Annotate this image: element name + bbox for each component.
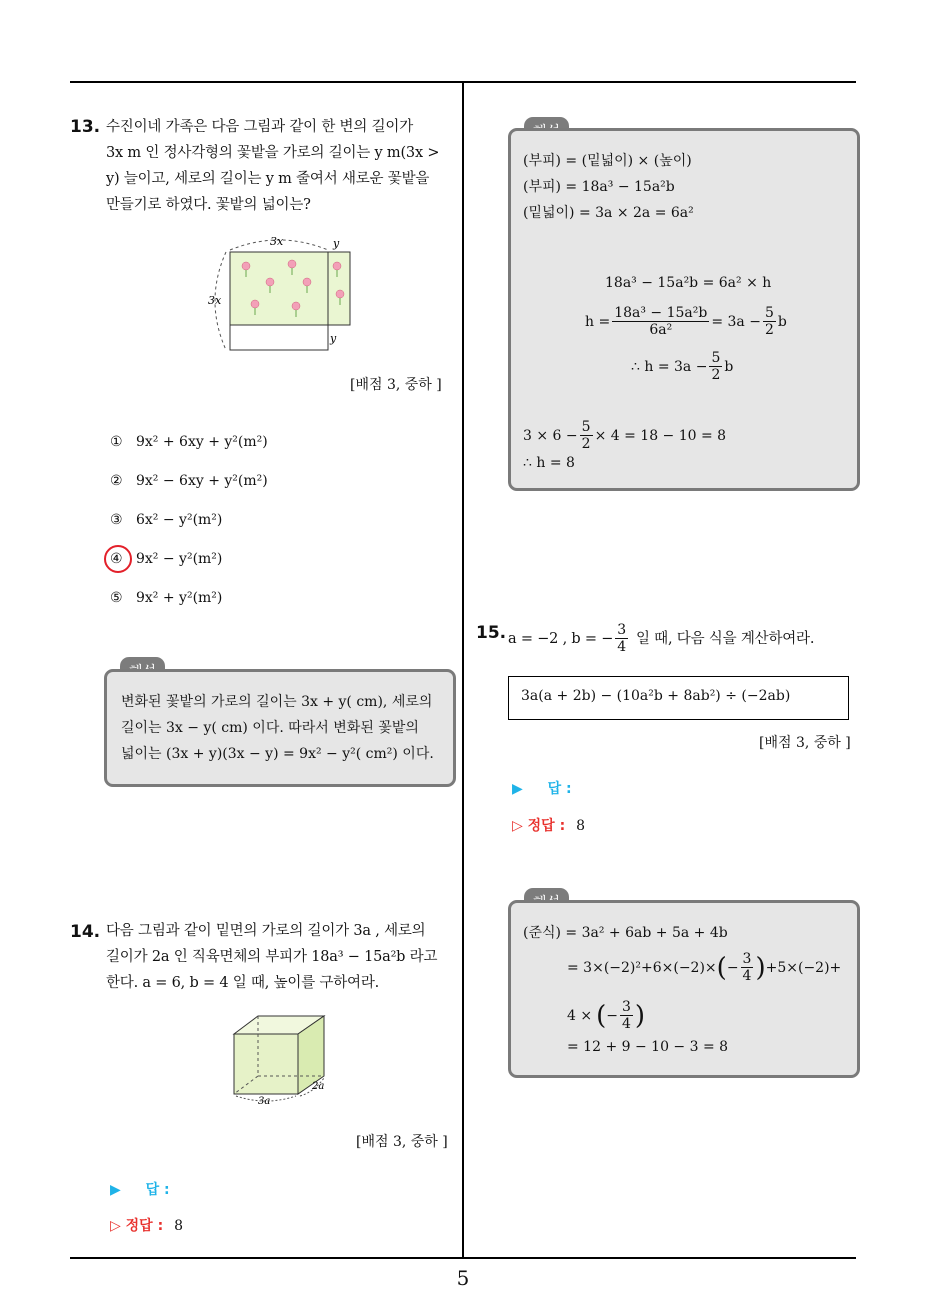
eq2-denominator: 6a² [649, 322, 673, 338]
explanation-line-2 [567, 951, 841, 984]
choice-3[interactable] [110, 512, 222, 528]
question-13-line: 만들기로 하였다. 꽃밭의 넓이는? [106, 197, 311, 213]
equation-1: 18a³ − 15a²b = 6a² × h [605, 275, 772, 291]
equation-5: ∴ h = 8 [523, 455, 575, 471]
expression-box [508, 676, 849, 720]
eq2-numerator: 18a³ − 15a²b [614, 305, 708, 321]
question-14-number: 14. [70, 922, 101, 942]
frac-numerator: 3 [621, 999, 631, 1015]
play-triangle-icon: ▶ [110, 1182, 121, 1198]
line3-a: 4 × [567, 1007, 593, 1024]
frac-denominator: 2 [711, 367, 721, 383]
frac-denominator: 4 [617, 639, 626, 655]
question-15-score: [배점 3, 중하 ] [759, 735, 851, 751]
frac-numerator: 5 [711, 350, 721, 366]
correct-value: 8 [174, 1218, 183, 1234]
line2-a: = 3×(−2)²+6×(−2)× [567, 959, 717, 976]
correct-value: 8 [576, 818, 585, 834]
explanation-line: 변화된 꽃밭의 가로의 길이는 3x + y( cm), 세로의 [121, 694, 433, 710]
explanation-line: 길이는 3x − y( cm) 이다. 따라서 변화된 꽃밭의 [121, 720, 419, 736]
explanation-box-13 [104, 669, 456, 787]
minus-sign: − [726, 959, 739, 976]
frac-denominator: 2 [581, 436, 591, 452]
eq4-lhs: 3 × 6 − [523, 427, 578, 444]
frac-denominator: 4 [742, 968, 752, 984]
page-number: 5 [456, 1266, 470, 1290]
line2-b: +5×(−2)+ [765, 959, 842, 976]
correct-label: 정답 : [125, 1218, 164, 1234]
question-13-score: [배점 3, 중하 ] [350, 377, 442, 393]
correct-label: 정답 : [527, 818, 566, 834]
minus-sign: − [606, 1007, 618, 1024]
explanation-box-15 [508, 900, 860, 1078]
explanation-line: (부피) = (밑넓이) × (높이) [523, 153, 692, 169]
selected-answer-mark [104, 545, 132, 573]
question-15-number: 15. [476, 623, 507, 643]
answer-row-14[interactable] [110, 1179, 170, 1199]
frac-numerator: 3 [742, 951, 752, 967]
answer-label: 답 : [145, 1182, 170, 1198]
question-13-line: 수진이네 가족은 다음 그림과 같이 한 변의 길이가 [106, 119, 414, 135]
label-top-3x: 3x [270, 235, 284, 248]
explanation-line-3 [567, 999, 645, 1032]
answer-row-15[interactable] [512, 778, 572, 798]
flower-garden-figure [200, 232, 360, 356]
expression-text: 3a(a + 2b) − (10a²b + 8ab²) ÷ (−2ab) [521, 688, 791, 704]
explanation-line-4: = 12 + 9 − 10 − 3 = 8 [567, 1039, 729, 1055]
eq3-lhs: ∴ h = 3a − [631, 358, 708, 375]
eq2-five-halves [763, 305, 776, 338]
outline-triangle-icon: ▷ [512, 818, 523, 834]
choice-number: ③ [110, 512, 123, 528]
right-paren: ) [755, 952, 766, 983]
q15-given: a = −2 , b = − [508, 630, 614, 647]
q15-fraction [615, 622, 628, 655]
equation-4 [523, 419, 726, 452]
choice-text: 9x² − y²(m²) [136, 551, 223, 567]
question-14-score: [배점 3, 중하 ] [356, 1134, 448, 1150]
choice-text: 6x² − y²(m²) [136, 512, 223, 528]
right-paren: ) [634, 1000, 646, 1031]
label-top-y: y [333, 237, 340, 250]
choice-number: ⑤ [110, 590, 123, 606]
answer-label: 답 : [547, 781, 572, 797]
choice-2[interactable] [110, 473, 268, 489]
correct-answer-row-15 [512, 815, 585, 835]
explanation-box-14 [508, 128, 860, 491]
left-paren: ( [716, 952, 727, 983]
choice-number: ② [110, 473, 123, 489]
line2-fraction [741, 951, 754, 984]
eq3-five-halves [709, 350, 722, 383]
question-14-line: 다음 그림과 같이 밑면의 가로의 길이가 3a , 세로의 [106, 923, 426, 939]
eq4-rhs: × 4 = 18 − 10 = 8 [594, 427, 727, 444]
question-13-line: 3x m 인 정사각형의 꽃밭을 가로의 길이는 y m(3x > [106, 145, 440, 161]
question-15-text [508, 622, 814, 655]
frac-numerator: 5 [581, 419, 591, 435]
question-14-line: 한다. a = 6, b = 4 일 때, 높이를 구하여라. [106, 975, 380, 991]
left-paren: ( [596, 1000, 607, 1031]
question-13-line: y) 늘이고, 세로의 길이는 y m 줄여서 새로운 꽃밭을 [106, 171, 430, 187]
column-divider [462, 82, 464, 1258]
choice-1[interactable] [110, 434, 268, 450]
frac-numerator: 3 [617, 622, 626, 638]
explanation-line-1: (준식) = 3a² + 6ab + 5a + 4b [523, 925, 728, 941]
bottom-rule [70, 1257, 856, 1259]
cuboid-figure [228, 1014, 340, 1106]
question-13-text [106, 114, 456, 218]
label-left-3x: 3x [208, 294, 222, 307]
frac-denominator: 2 [764, 322, 774, 338]
explanation-line: 넓이는 (3x + y)(3x − y) = 9x² − y²( cm²) 이다. [121, 746, 434, 762]
equation-2 [585, 305, 787, 338]
frac-numerator: 5 [764, 305, 774, 321]
equation-3 [631, 350, 733, 383]
q15-tail: 일 때, 다음 식을 계산하여라. [635, 630, 815, 647]
question-14-line: 길이가 2a 인 직육면체의 부피가 18a³ − 15a²b 라고 [106, 949, 438, 965]
question-13-number: 13. [70, 117, 101, 137]
eq2-fraction [612, 305, 709, 338]
eq2-lhs: h = [585, 313, 611, 330]
choice-text: 9x² − 6xy + y²(m²) [136, 473, 268, 489]
explanation-line: (부피) = 18a³ − 15a²b [523, 179, 675, 195]
choice-5[interactable] [110, 590, 222, 606]
correct-answer-row-14 [110, 1215, 183, 1235]
eq2-rhs: = 3a − [711, 313, 761, 330]
eq2-b: b [777, 313, 787, 330]
play-triangle-icon: ▶ [512, 781, 523, 797]
explanation-line: (밑넓이) = 3a × 2a = 6a² [523, 205, 694, 221]
outline-triangle-icon: ▷ [110, 1218, 121, 1234]
choice-number: ① [110, 434, 123, 450]
choice-number: ④ [110, 551, 123, 567]
choice-text: 9x² + 6xy + y²(m²) [136, 434, 268, 450]
label-3a: 3a [258, 1096, 271, 1106]
label-2a: 2a [312, 1081, 325, 1092]
eq4-five-halves [580, 419, 593, 452]
eq3-b: b [724, 358, 734, 375]
line3-fraction [620, 999, 633, 1032]
question-14-text [106, 918, 456, 996]
frac-denominator: 4 [621, 1016, 631, 1032]
choice-text: 9x² + y²(m²) [136, 590, 223, 606]
label-bottom-y: y [330, 332, 337, 345]
